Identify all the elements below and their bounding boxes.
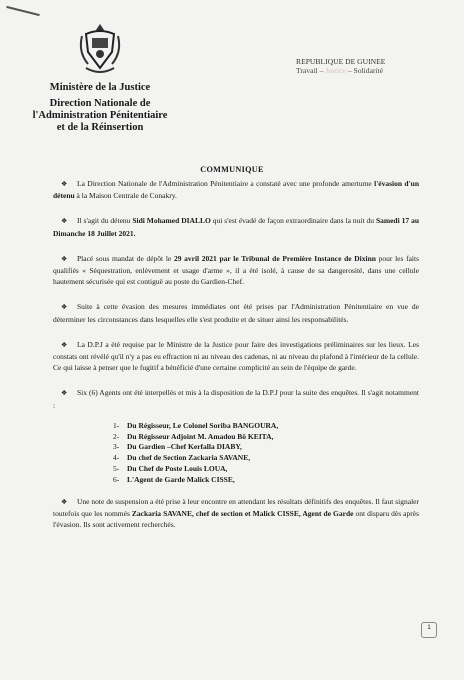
paragraph-1 [53, 178, 419, 201]
direction-line-2: l'Administration Pénitentiaire [32, 110, 168, 121]
list-item-number: 3- [113, 442, 120, 452]
list-item [113, 453, 419, 464]
republic-header [296, 57, 426, 75]
guinea-coat-of-arms-icon [78, 22, 122, 76]
bullet-diamond-icon: ❖ [61, 340, 68, 349]
paragraph-3-text-a: Placé sous mandat de dépôt le [77, 253, 174, 263]
list-item-text: Du chef de Section Zackaria SAVANE, [127, 453, 251, 463]
ministry-name: Ministère de la Justice [49, 82, 151, 93]
paragraph-4-text: Suite à cette évasion des mesures immédiates ont été prises par l'Administration Pénitentiaire en vue de déterminer les circonstances dans lesquelles elle s'est produite et de situer ainsi les responsabilités. [53, 302, 419, 324]
list-item-number: 2- [113, 431, 120, 441]
paragraph-1-text-a: La Direction Nationale de l'Administration Pénitentiaire a constaté avec une profonde amertume [77, 179, 375, 188]
list-item-text: Du Chef de Poste Louis LOUA, [127, 464, 228, 474]
paragraph-2 [53, 215, 419, 238]
paragraph-4 [53, 301, 419, 324]
paragraph-7 [53, 496, 419, 531]
paragraph-2-text-a: Il s'agit du détenu [77, 216, 133, 226]
paragraph-2-text-b: Sidi Mohamed DIALLO [132, 216, 211, 226]
list-item [113, 432, 419, 443]
paragraph-3-text-c: pour les faits qualifiés « Séquestration, enlèvement et usage d'arme », il a été isolé, à cause de sa dangerosité, dans une cellule hautement sécurisée qui est contiguë au poste du Gardien-Chef. [53, 253, 420, 287]
list-item [113, 464, 419, 475]
document-body [53, 178, 419, 544]
paragraph-3-text-b: 29 avril 2021 par le Tribunal de Première Instance de Dixinn [173, 253, 376, 263]
paragraph-2-text-d: Samedi 17 au Dimanche 18 Juillet 2021. [53, 216, 419, 238]
list-item-number: 4- [113, 453, 120, 463]
motto-dash-2: – [345, 66, 354, 75]
bullet-diamond-icon: ❖ [61, 180, 68, 188]
paragraph-3 [53, 253, 419, 288]
bullet-diamond-icon: ❖ [61, 497, 68, 506]
pen-mark [6, 6, 39, 16]
bullet-diamond-icon: ❖ [61, 254, 68, 263]
list-item-number: 1- [113, 420, 120, 430]
republic-name: REPUBLIQUE DE GUINEE [296, 57, 386, 66]
paragraph-7-text-b: Zackaria SAVANE, chef de section et Malick CISSE, Agent de Garde [131, 508, 354, 518]
agents-list [113, 421, 419, 486]
direction-line-3: et de la Réinsertion [56, 122, 144, 133]
motto-justice: Justice [325, 66, 346, 75]
bullet-diamond-icon: ❖ [61, 303, 68, 312]
paragraph-5 [53, 339, 419, 374]
republic-motto [296, 66, 426, 75]
paragraph-6 [53, 387, 419, 410]
list-item-number: 5- [113, 464, 120, 474]
list-item [113, 421, 419, 432]
list-item-text: Du Régisseur Adjoint M. Amadou Bô KEITA, [127, 431, 274, 441]
list-item-text: Du Régisseur, Le Colonel Soriba BANGOURA, [127, 420, 279, 430]
paragraph-1-text-b: l'évasion d'un détenu [53, 179, 419, 201]
list-item-number: 6- [113, 474, 120, 484]
paragraph-6-text: Six (6) Agents ont été interpellés et mis à la disposition de la D.P.J pour la suite des enquêtes. Il s'agit notamment : [53, 388, 419, 410]
paragraph-7-text-c: ont disparu dès après l'évasion. Ils sont activement recherchés. [53, 508, 420, 530]
document-title: COMMUNIQUE [200, 165, 264, 174]
paragraph-7-text-a: Une note de suspension a été prise à leur encontre en attendant les résultats définitifs des enquêtes. Il faut signaler toutefois que les nommés [53, 496, 419, 518]
list-item-text: L'Agent de Garde Malick CISSE, [127, 474, 235, 484]
ministry-header [0, 82, 200, 134]
list-item-text: Du Gardien –Chef Kerfalla DIABY, [127, 442, 242, 452]
motto-solidarity: Solidarité [353, 66, 384, 75]
page-number: 1 [421, 622, 437, 638]
paragraph-5-text: La D.P.J a été requise par le Ministre de la Justice pour faire des investigations préliminaires sur les lieux. Les constats ont révélé qu'il n'y a pas eu effraction ni au niveau des cadenas, ni au niveau du plafond à l'intérieur de la cellule. Ce qui laisse à penser que le fugitif a bénéficié d'une certaine complicité au sein de l'équipe de garde. [53, 339, 419, 373]
direction-line-1: Direction Nationale de [49, 98, 151, 109]
paragraph-2-text-c: qui s'est évadé de façon extraordinaire dans la nuit du [210, 216, 376, 226]
bullet-diamond-icon: ❖ [61, 389, 68, 398]
motto-work: Travail [296, 66, 318, 75]
list-item [113, 442, 419, 453]
list-item [113, 475, 419, 486]
motto-dash-1: – [317, 66, 326, 75]
bullet-diamond-icon: ❖ [61, 217, 68, 226]
paragraph-1-text-c: à la Maison Centrale de Conakry. [74, 191, 177, 201]
